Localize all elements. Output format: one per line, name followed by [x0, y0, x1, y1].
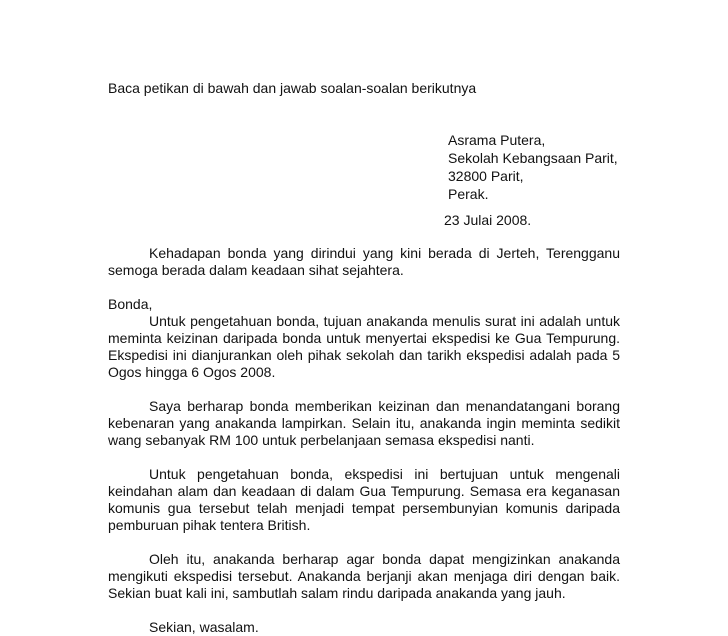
paragraph-purpose: Untuk pengetahuan bonda, tujuan anakanda menulis surat ini adalah untuk meminta keizinan daripada bonda untuk menyertai ekspedisi ke Gua Tempurung. Ekspedisi ini dianjurankan oleh pihak sekolah dan tarikh ekspedisi adalah pada 5 Ogos hingga 6 Ogos 2008.	[108, 313, 620, 380]
address-line: Asrama Putera,	[448, 132, 546, 148]
address-line: Sekolah Kebangsaan Parit,	[448, 150, 618, 166]
letter-date: 23 Julai 2008.	[444, 212, 532, 228]
letter-body	[108, 245, 620, 636]
paragraph-objective: Untuk pengetahuan bonda, ekspedisi ini bertujuan untuk mengenali keindahan alam dan keadaan di dalam Gua Tempurung. Semasa era keganasan komunis gua tersebut telah menjadi tempat persembunyian komunis daripada pemburuan pihak tentera British.	[108, 466, 620, 533]
address-line: 32800 Parit,	[448, 168, 524, 184]
address-line: Perak.	[448, 186, 489, 202]
closing: Sekian, wasalam.	[149, 619, 259, 635]
instruction-text: Baca petikan di bawah dan jawab soalan-soalan berikutnya	[108, 80, 477, 96]
paragraph-conclusion: Oleh itu, anakanda berharap agar bonda dapat mengizinkan anakanda mengikuti ekspedisi tersebut. Anakanda berjanji akan menjaga diri dengan baik. Sekian buat kali ini, sambutlah salam rindu daripada anakanda yang jauh.	[108, 551, 620, 601]
salutation: Bonda,	[108, 296, 153, 312]
greeting-paragraph: Kehadapan bonda yang dirindui yang kini berada di Jerteh, Terengganu semoga berada dalam keadaan sihat sejahtera.	[108, 245, 620, 278]
paragraph-request: Saya berharap bonda memberikan keizinan dan menandatangani borang kebenaran yang anakanda lampirkan. Selain itu, anakanda ingin meminta sedikit wang sebanyak RM 100 untuk perbelanjaan semasa ekspedisi nanti.	[108, 398, 620, 448]
sender-address	[448, 131, 618, 203]
